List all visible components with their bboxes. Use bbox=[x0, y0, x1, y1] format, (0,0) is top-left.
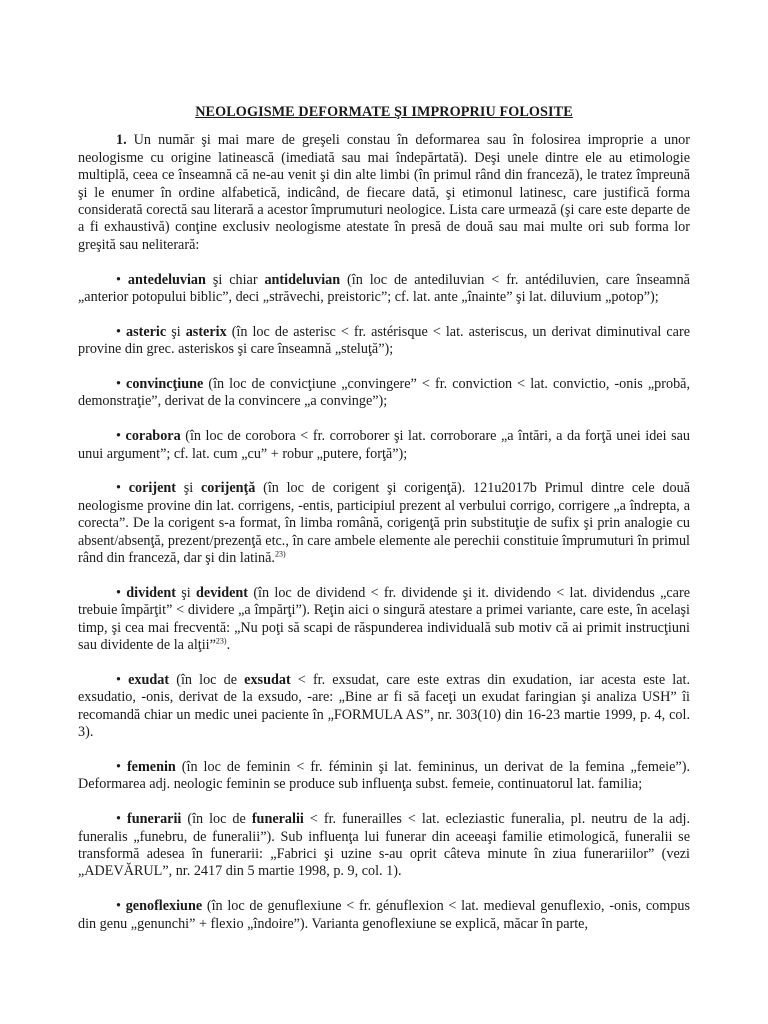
entry-convinctiune: • convincţiune (în loc de convicţiune „convingere” < fr. conviction < lat. convictio, -onis „probă, demonstraţie”, derivat de la convincere „a convinge”); bbox=[78, 376, 691, 410]
footnote-ref: 23) bbox=[274, 549, 286, 559]
entry-term: femenin bbox=[126, 758, 176, 775]
entry-femenin: • femenin (în loc de feminin < fr. féminin şi lat. femininus, un derivat de la femina „femeie”). Deformarea adj. neologic feminin se produce sub influenţa subst. femeie, continuatorul lat. familia; bbox=[78, 758, 690, 793]
entry-term: exsudat bbox=[244, 671, 291, 688]
entry-genoflexiune: • genoflexiune (în loc de genuflexiune < fr. génuflexion < lat. medieval genuflexio, -onis, compus din genu „genunchi” + flexio „îndoire”). Varianta genoflexiune se explică, măcar în parte, bbox=[78, 898, 690, 932]
intro-paragraph: 1. Un număr şi mai mare de greşeli constau în deformarea sau în folosirea improprie a unor neologisme cu origine latinească (imediată sau mai îndepărtată). Deşi unele dintre ele au etimologie multiplă, ceea ce înseamnă că ne-au venit şi din alte limbi (în primul rând din franceză), le tratez împreună şi le enumer în ordine alfabetică, indicând, de fiecare dată, şi etimonul latinesc, care justifică forma considerată corectă sau literară a acestor împrumuturi neologice. Lista care urmează (şi care este departe de a fi exhaustivă) conţine exclusiv neologisme atestate în presă de două sau mai multe ori sub forma lor greşită sau neliterară: bbox=[78, 132, 690, 253]
entry-exudat: • exudat (în loc de exsudat < fr. exsudat, care este extras din exudation, iar acesta este lat. exsudatio, -onis, derivat de la exsudo, -are: „Bine ar fi să faceţi un exudat faringian şi analiza USH” îi recomandă chiar un medic unei paciente în „FORMULA AS”, nr. 303(10) din 16-23 martie 1999, p. 4, col. 3). bbox=[78, 671, 691, 741]
entry-term: genoflexiune bbox=[125, 898, 203, 915]
entry-term: asteric bbox=[126, 323, 167, 340]
entry-term: devident bbox=[196, 584, 249, 601]
entry-term: divident bbox=[126, 584, 176, 601]
entry-asteric: • asteric şi asterix (în loc de asterisc < fr. astérisque < lat. asteriscus, un derivat diminutival care provine din grec. asteriskos şi care înseamnă „steluţă”); bbox=[78, 323, 691, 358]
document-page bbox=[78, 104, 690, 933]
entry-term: convincţiune bbox=[126, 376, 204, 393]
entry-antedeluvian: • antedeluvian şi chiar antideluvian (în loc de antediluvian < fr. antédiluvien, care înseamnă „anterior potopului biblic”, deci „străvechi, preistoric”; cf. lat. ante „înainte” şi lat. diluvium „potop”); bbox=[78, 271, 690, 306]
footnote-ref: 23) bbox=[215, 636, 227, 646]
entry-funerarii: • funerarii (în loc de funeralii < fr. funerailles < lat. ecleziastic funeralia, pl. neutru de la adj. funeralis „funebru, de funeralii”). Sub influenţa lui funerar din aceeaşi familie etimologică, funeralii se transformă adesea în funerarii: „Fabrici şi uzine s-au oprit câteva minute în ziua funerariilor” (vezi „ADEVĂRUL”, nr. 2417 din 5 martie 1998, p. 9, col. 1). bbox=[78, 811, 691, 880]
entry-term: corijent bbox=[128, 480, 176, 497]
document-title: NEOLOGISME DEFORMATE ŞI IMPROPRIU FOLOSITE bbox=[195, 104, 573, 120]
entry-term: exudat bbox=[128, 671, 170, 688]
entry-term: asterix bbox=[185, 323, 227, 340]
entry-term: funeralii bbox=[251, 811, 304, 828]
entry-corijent: • corijent şi corijenţă (în loc de corigent şi corigenţă). 121u2017b Primul dintre cele două neologisme provine din lat. corrigens, -entis, participiul prezent al verbului corrigo, corrigere „a îndrepta, a corecta”. De la corigent s-a format, în limba română, corigenţă prin substituţie de sufix şi prin analogie cu absent/absenţă, prezent/prezenţă etc., în care ambele elemente ale perechii constituie împrumuturi în primul rând din franceză, dar şi din latină.$^{23)}$ bbox=[78, 480, 691, 567]
entry-term: funerarii bbox=[126, 811, 182, 828]
entry-term: corabora bbox=[125, 428, 181, 445]
entry-term: corijenţă bbox=[200, 480, 256, 497]
entry-corabora: • corabora (în loc de corobora < fr. corroborer şi lat. corroborare „a întări, a da forţă unei idei sau unui argument”; cf. lat. cum „cu” + robur „putere, forţă”); bbox=[78, 428, 690, 462]
section-number: 1. bbox=[116, 132, 127, 149]
entry-divident: • divident şi devident (în loc de dividend < fr. dividende şi it. dividendo < lat. dividendus „care trebuie împărţit” < dividere „a împărţi”). Reţin aici o singură atestare a primei variante, care este, în acelaşi timp, şi cea mai frecventă: „Nu poţi să scapi de răspunderea individuală sub motiv că ai primit instrucţiuni sau dividente de la alţii”$^{23)}$. bbox=[78, 584, 690, 654]
entry-term: antedeluvian bbox=[127, 271, 206, 288]
entry-term: antideluvian bbox=[264, 271, 341, 288]
